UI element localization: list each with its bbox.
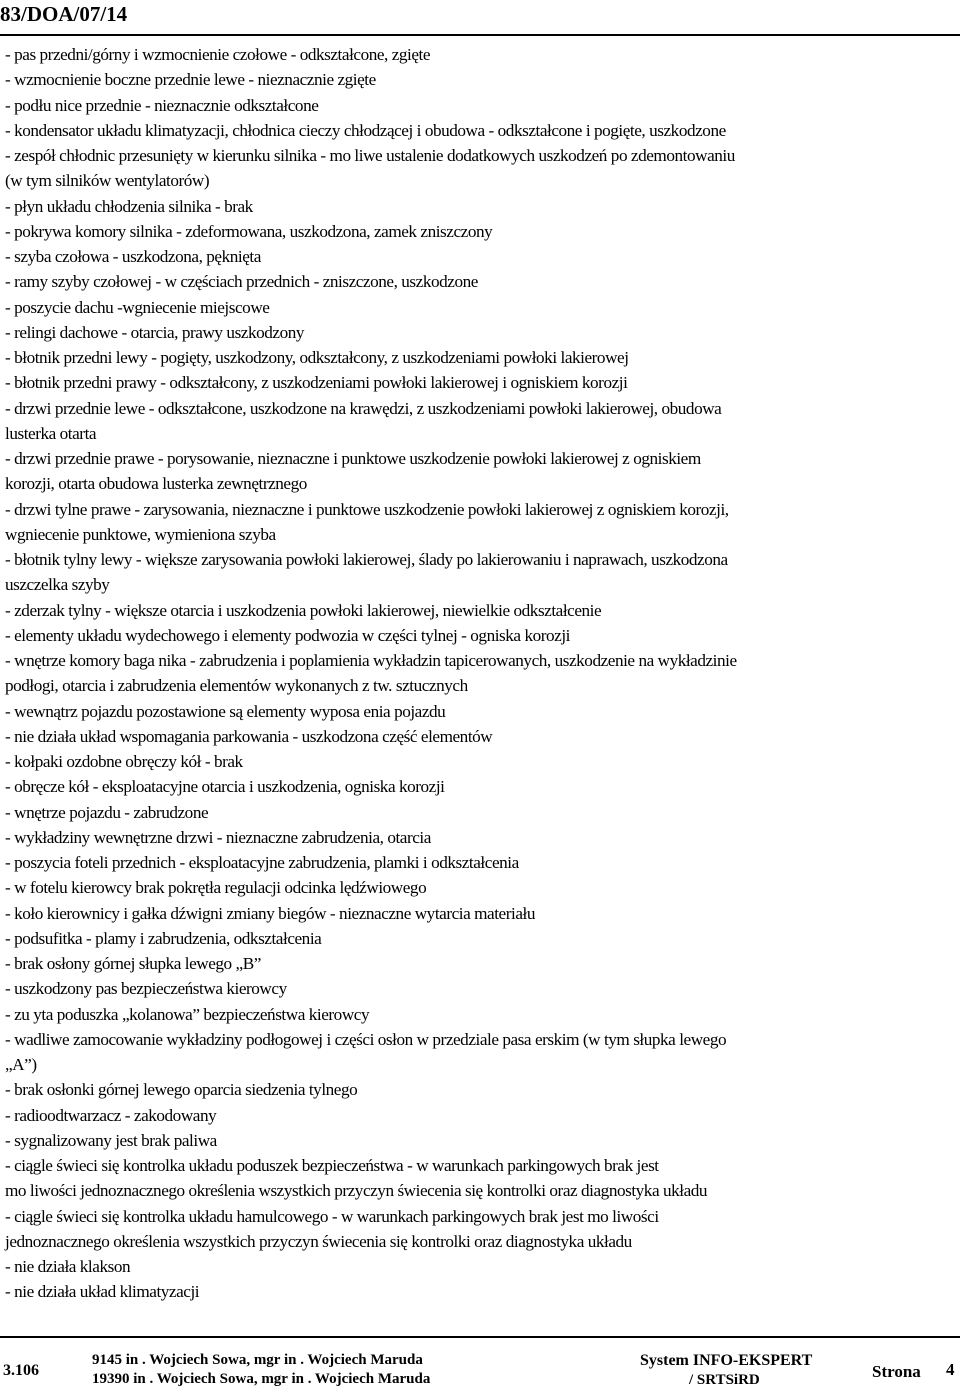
list-line: - nie działa klakson (5, 1257, 131, 1276)
list-line: - ciągle świeci się kontrolka układu hamulcowego - w warunkach parkingowych brak jest mo liwości (5, 1206, 659, 1226)
list-line: - obręcze kół - eksploatacyjne otarcia i uszkodzenia, ogniska korozji (5, 777, 445, 797)
list-line: - drzwi przednie prawe - porysowanie, nieznaczne i punktowe uszkodzenie powłoki lakierowej z ogniskiem (5, 449, 701, 468)
list-line: - błotnik przedni lewy - pogięty, uszkodzony, odkształcony, z uszkodzeniami powłoki lakierowej (5, 348, 629, 367)
list-line: - wykładziny wewnętrzne drzwi - nieznaczne zabrudzenia, otarcia (5, 827, 431, 847)
list-line: - podsufitka - plamy i zabrudzenia, odkształcenia (5, 928, 322, 948)
list-line: - kołpaki ozdobne obręczy kół - brak (5, 752, 243, 771)
list-line: - drzwi przednie lewe - odkształcone, uszkodzone na krawędzi, z uszkodzeniami powłoki lakierowej, obudowa (5, 398, 722, 418)
page-number: 4 (946, 1360, 955, 1379)
list-line: - pokrywa komory silnika - zdeformowana, uszkodzona, zamek zniszczony (5, 221, 493, 241)
list-line: - koło kierownicy i gałka dźwigni zmiany biegów - nieznaczne wytarcia materiału (5, 903, 535, 923)
list-line: - nie działa układ wspomagania parkowania - uszkodzona część elementów (5, 726, 493, 746)
system-subtitle: / SRTSiRD (689, 1372, 760, 1388)
page-label: Strona (872, 1362, 921, 1381)
list-line: - ramy szyby czołowej - w częściach przednich - zniszczone, uszkodzone (5, 272, 478, 292)
list-line: - elementy układu wydechowego i elementy podwozia w części tylnej - ogniska korozji (5, 625, 570, 645)
list-line: - sygnalizowany jest brak paliwa (5, 1130, 217, 1150)
list-line: - płyn układu chłodzenia silnika - brak (5, 196, 253, 216)
list-line: - kondensator układu klimatyzacji, chłodnica cieczy chłodzącej i obudowa - odkształcone i pogięte, uszkodzone (5, 120, 726, 140)
list-line: - brak osłony górnej słupka lewego „B” (5, 954, 261, 973)
footer-divider (0, 1336, 960, 1338)
list-line: jednoznacznego określenia wszystkich przyczyn świecenia się kontrolki oraz diagnostyka układu (5, 1231, 632, 1251)
list-line: uszczelka szyby (5, 575, 110, 595)
author-line-1: 9145 in . Wojciech Sowa, mgr in . Wojciech Maruda (92, 1352, 423, 1368)
list-line: - uszkodzony pas bezpieczeństwa kierowcy (5, 979, 287, 999)
list-line: lusterka otarta (5, 423, 97, 443)
list-line: - brak osłonki górnej lewego oparcia siedzenia tylnego (5, 1080, 358, 1100)
list-line: - nie działa układ klimatyzacji (5, 1282, 200, 1302)
list-line: - radioodtwarzacz - zakodowany (5, 1105, 217, 1125)
list-line: korozji, otarta obudowa lusterka zewnętrznego (5, 474, 307, 494)
list-line: - wewnątrz pojazdu pozostawione są elementy wyposa enia pojazdu (5, 701, 446, 721)
list-line: - błotnik przedni prawy - odkształcony, z uszkodzeniami powłoki lakierowej i ogniskiem korozji (5, 373, 628, 393)
section-number: 3.106 (3, 1362, 39, 1379)
list-line: podłogi, otarcia i zabrudzenia elementów wykonanych z tw. sztucznych (5, 676, 468, 696)
list-line: - zderzak tylny - większe otarcia i uszkodzenia powłoki lakierowej, niewielkie odkształcenie (5, 600, 602, 620)
list-line: - zespół chłodnic przesunięty w kierunku silnika - mo liwe ustalenie dodatkowych uszkodzeń po zdemontowaniu (5, 146, 735, 165)
list-line: - zu yta poduszka „kolanowa” bezpieczeństwa kierowcy (5, 1004, 370, 1024)
list-line: - relingi dachowe - otarcia, prawy uszkodzony (5, 322, 305, 342)
list-line: (w tym silników wentylatorów) (5, 171, 210, 191)
list-line: - drzwi tylne prawe - zarysowania, nieznaczne i punktowe uszkodzenie powłoki lakierowej z ogniskiem korozji, (5, 499, 729, 519)
system-name: System INFO-EKSPERT (640, 1352, 813, 1369)
page-footer (0, 1340, 960, 1392)
list-line: - podłu nice przednie - nieznacznie odkształcone (5, 95, 319, 115)
list-line: - wadliwe zamocowanie wykładziny podłogowej i części osłon w przedziale pasa erskim (w tym słupka lewego (5, 1029, 727, 1049)
list-line: mo liwości jednoznacznego określenia wszystkich przyczyn świecenia się kontrolki oraz diagnostyka układu (5, 1181, 708, 1201)
list-line: - pas przedni/górny i wzmocnienie czołowe - odkształcone, zgięte (5, 45, 431, 64)
list-line: - w fotelu kierowcy brak pokrętła regulacji odcinka lędźwiowego (5, 878, 427, 898)
list-line: - wnętrze komory baga nika - zabrudzenia i poplamienia wykładzin tapicerowanych, uszkodzenie na wykładzinie (5, 651, 737, 670)
list-line: - poszycie dachu -wgniecenie miejscowe (5, 297, 270, 317)
list-line: - szyba czołowa - uszkodzona, pęknięta (5, 247, 261, 266)
header-divider (0, 34, 960, 36)
list-line: - ciągle świeci się kontrolka układu poduszek bezpieczeństwa - w warunkach parkingowych brak jest (5, 1156, 659, 1175)
list-line: wgniecenie punktowe, wymieniona szyba (5, 524, 276, 544)
list-line: - poszycia foteli przednich - eksploatacyjne zabrudzenia, plamki i odkształcenia (5, 853, 519, 872)
author-line-2: 19390 in . Wojciech Sowa, mgr in . Wojciech Maruda (92, 1371, 431, 1387)
list-line: - wnętrze pojazdu - zabrudzone (5, 802, 209, 822)
list-line: - wzmocnienie boczne przednie lewe - nieznacznie zgięte (5, 70, 376, 90)
document-code: 83/DOA/07/14 (0, 2, 128, 26)
list-line: - błotnik tylny lewy - większe zarysowania powłoki lakierowej, ślady po lakierowaniu i naprawach, uszkodzona (5, 550, 728, 569)
damage-list (5, 42, 950, 1305)
list-line: „A”) (5, 1055, 37, 1074)
